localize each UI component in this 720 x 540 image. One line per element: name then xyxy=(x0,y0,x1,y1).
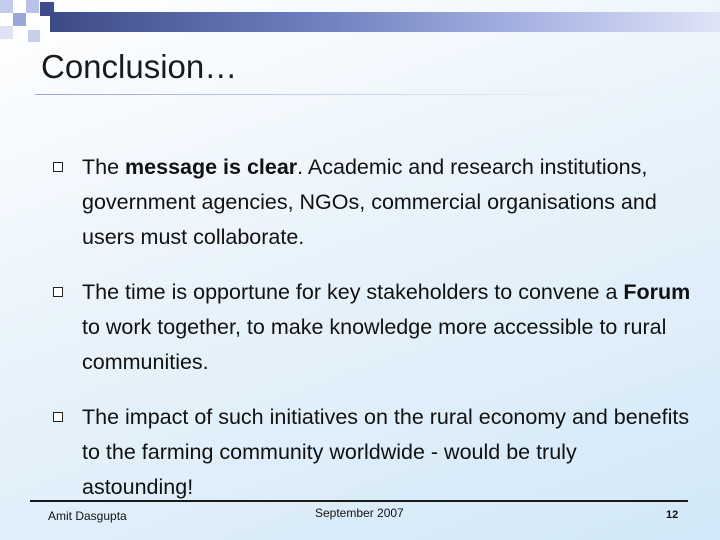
bullet-item xyxy=(53,400,693,505)
bullet-square-icon xyxy=(53,162,63,172)
decor-square xyxy=(13,0,26,13)
decor-square xyxy=(14,28,28,42)
decor-square xyxy=(13,13,26,26)
decor-square xyxy=(26,14,40,28)
decor-square xyxy=(0,26,13,39)
decor-square xyxy=(0,0,13,13)
header-bar xyxy=(50,12,720,32)
bullet-square-icon xyxy=(53,412,63,422)
decor-square xyxy=(26,0,39,13)
bullet-item xyxy=(53,275,693,380)
slide-title: Conclusion… xyxy=(41,48,238,85)
footer-date: September 2007 xyxy=(315,506,404,520)
footer-divider xyxy=(30,500,688,502)
decor-square xyxy=(28,30,40,42)
bullet-text: The message is clear. Academic and research institutions, government agencies, NGOs, commercial organisations and users must collaborate. xyxy=(82,155,657,249)
title-underline xyxy=(35,94,595,95)
footer-author: Amit Dasgupta xyxy=(48,509,127,523)
bullet-text: The impact of such initiatives on the rural economy and benefits to the farming community worldwide - would be truly astounding! xyxy=(82,405,690,499)
bullet-list xyxy=(53,150,693,525)
page-number: 12 xyxy=(666,509,679,521)
bullet-item xyxy=(53,150,693,255)
decor-square xyxy=(0,13,13,26)
bullet-square-icon xyxy=(53,287,63,297)
bullet-text: The time is opportune for key stakeholders to convene a Forum to work together, to make knowledge more accessible to rural communities. xyxy=(82,280,691,374)
